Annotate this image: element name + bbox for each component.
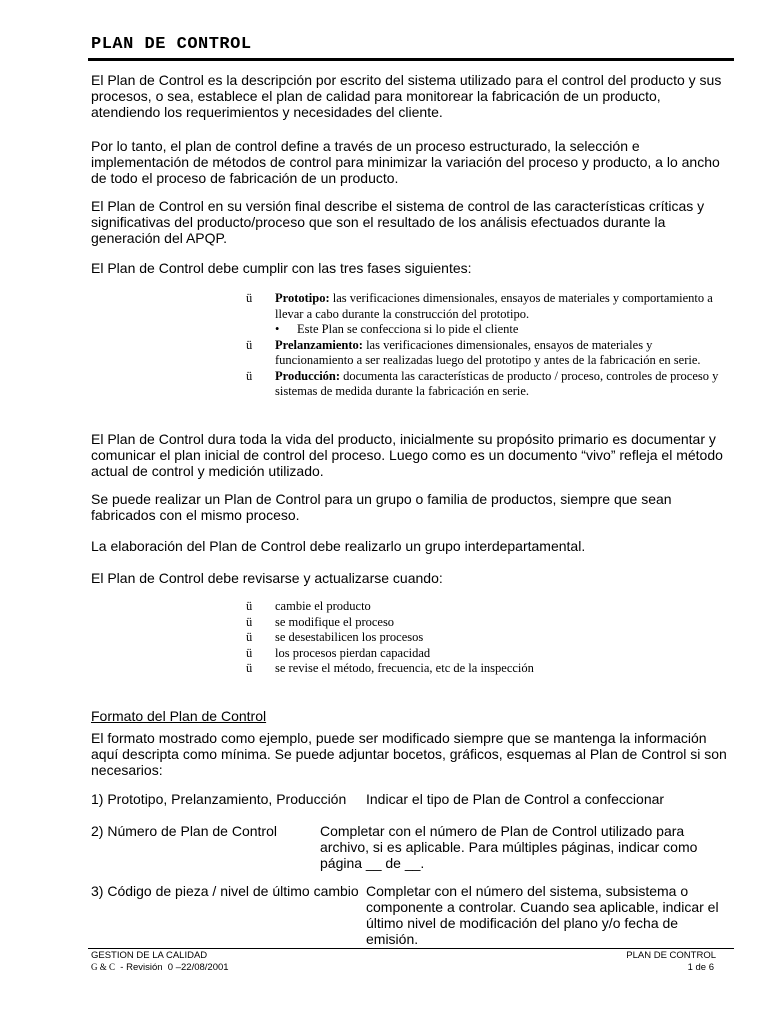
paragraph-purpose: Por lo tanto, el plan de control define a través de un proceso estructurado, la selección e implementación de métodos de control para minimizar la variación del proceso y producto, a lo ancho de todo el proceso de fabricación de un producto. [91, 138, 720, 186]
phases-list [246, 291, 726, 400]
revise-item-text: los procesos pierdan capacidad [275, 645, 431, 660]
list-item [246, 322, 726, 338]
phase-label: Prototipo: [275, 291, 330, 305]
paragraph-definition: El Plan de Control es la descripción por escrito del sistema utilizado para el control del producto y sus procesos, o sea, establece el plan de calidad para monitorear la fabricación de un producto, atendiendo los requerimientos y necesidades del cliente. [91, 72, 722, 120]
list-item [246, 338, 726, 369]
title-divider [88, 58, 734, 61]
field-key: 1) Prototipo, Prelanzamiento, Producción [91, 791, 347, 807]
paragraph-team: La elaboración del Plan de Control debe realizarlo un grupo interdepartamental. [91, 538, 586, 554]
phase-label: Producción: [275, 368, 341, 383]
check-icon: ü [246, 291, 253, 305]
page-title: PLAN DE CONTROL [91, 35, 252, 54]
list-item [246, 630, 726, 646]
field-key: 3) Código de pieza / nivel de último cambio [91, 883, 359, 899]
list-item [246, 599, 726, 615]
bullet-icon: • [275, 322, 280, 336]
revise-list [246, 599, 726, 677]
phase-note: Este Plan se confecciona si lo pide el cliente [297, 322, 519, 336]
check-icon: ü [246, 368, 253, 383]
field-row [91, 791, 731, 807]
footer-divider [88, 948, 734, 949]
revise-item-text: se desestabilicen los procesos [275, 630, 424, 644]
field-row [91, 823, 731, 871]
paragraph-lifetime: El Plan de Control dura toda la vida del producto, inicialmente su propósito primario es documentar y comunicar el plan inicial de control del proceso. Luego como es un documento “vivo” refleja el método actual de control y medición utilizado. [91, 431, 723, 479]
paragraph-revise-intro: El Plan de Control debe revisarse y actualizarse cuando: [91, 570, 443, 586]
check-icon: ü [246, 599, 253, 613]
footer-doc-title: PLAN DE CONTROL [626, 950, 716, 961]
revise-item-text: cambie el producto [275, 599, 371, 613]
footer-page-number: 1 de 6 [687, 962, 714, 973]
phase-label: Prelanzamiento: [275, 337, 363, 352]
field-row [91, 883, 731, 947]
paragraph-phases-intro: El Plan de Control debe cumplir con las tres fases siguientes: [91, 260, 472, 276]
check-icon: ü [246, 630, 253, 644]
phase-text: las verificaciones dimensionales, ensayos de materiales y comportamiento a llevar a cabo durante la construcción del prototipo. [275, 291, 713, 321]
check-icon: ü [246, 614, 253, 629]
phase-text: las verificaciones dimensionales, ensayos de materiales y funcionamiento a ser realizadas luego del prototipo y antes de la fabricación en serie. [275, 337, 701, 367]
list-item [246, 291, 726, 322]
list-item [246, 646, 726, 662]
field-value: Completar con el número del sistema, subsistema o componente a controlar. Cuando sea aplicable, indicar el último nivel de modificación del plano y/o fecha de emisión. [366, 883, 719, 947]
list-item [246, 369, 726, 400]
footer-org: G & C [91, 962, 116, 972]
footer-revision [91, 962, 229, 973]
field-value: Completar con el número de Plan de Control utilizado para archivo, si es aplicable. Para múltiples páginas, indicar como página __ de __. [320, 823, 698, 871]
phase-text: documenta las características de producto / proceso, controles de proceso y sistemas de medida durante la fabricación en serie. [275, 368, 719, 398]
section-heading-format: Formato del Plan de Control [91, 708, 267, 724]
paragraph-final-version: El Plan de Control en su versión final describe el sistema de control de las características críticas y significativas del producto/proceso que son el resultado de los análisis efectuados durante la generación del APQP. [91, 198, 705, 246]
check-icon: ü [246, 337, 253, 352]
footer-department: GESTION DE LA CALIDAD [91, 950, 208, 961]
list-item [246, 661, 726, 677]
field-key: 2) Número de Plan de Control [91, 823, 277, 839]
revise-item-text: se revise el método, frecuencia, etc de la inspección [275, 661, 534, 675]
check-icon: ü [246, 645, 253, 660]
paragraph-product-family: Se puede realizar un Plan de Control para un grupo o familia de productos, siempre que sean fabricados con el mismo proceso. [91, 491, 672, 523]
revise-item-text: se modifique el proceso [275, 614, 395, 629]
list-item [246, 615, 726, 631]
field-value: Indicar el tipo de Plan de Control a confeccionar [366, 791, 665, 807]
footer-revision-text: - Revisión 0 –22/08/2001 [115, 962, 229, 973]
paragraph-format-intro: El formato mostrado como ejemplo, puede ser modificado siempre que se mantenga la información aquí descripta como mínima. Se puede adjuntar bocetos, gráficos, esquemas al Plan de Control si son necesarios: [91, 730, 727, 778]
check-icon: ü [246, 661, 253, 675]
